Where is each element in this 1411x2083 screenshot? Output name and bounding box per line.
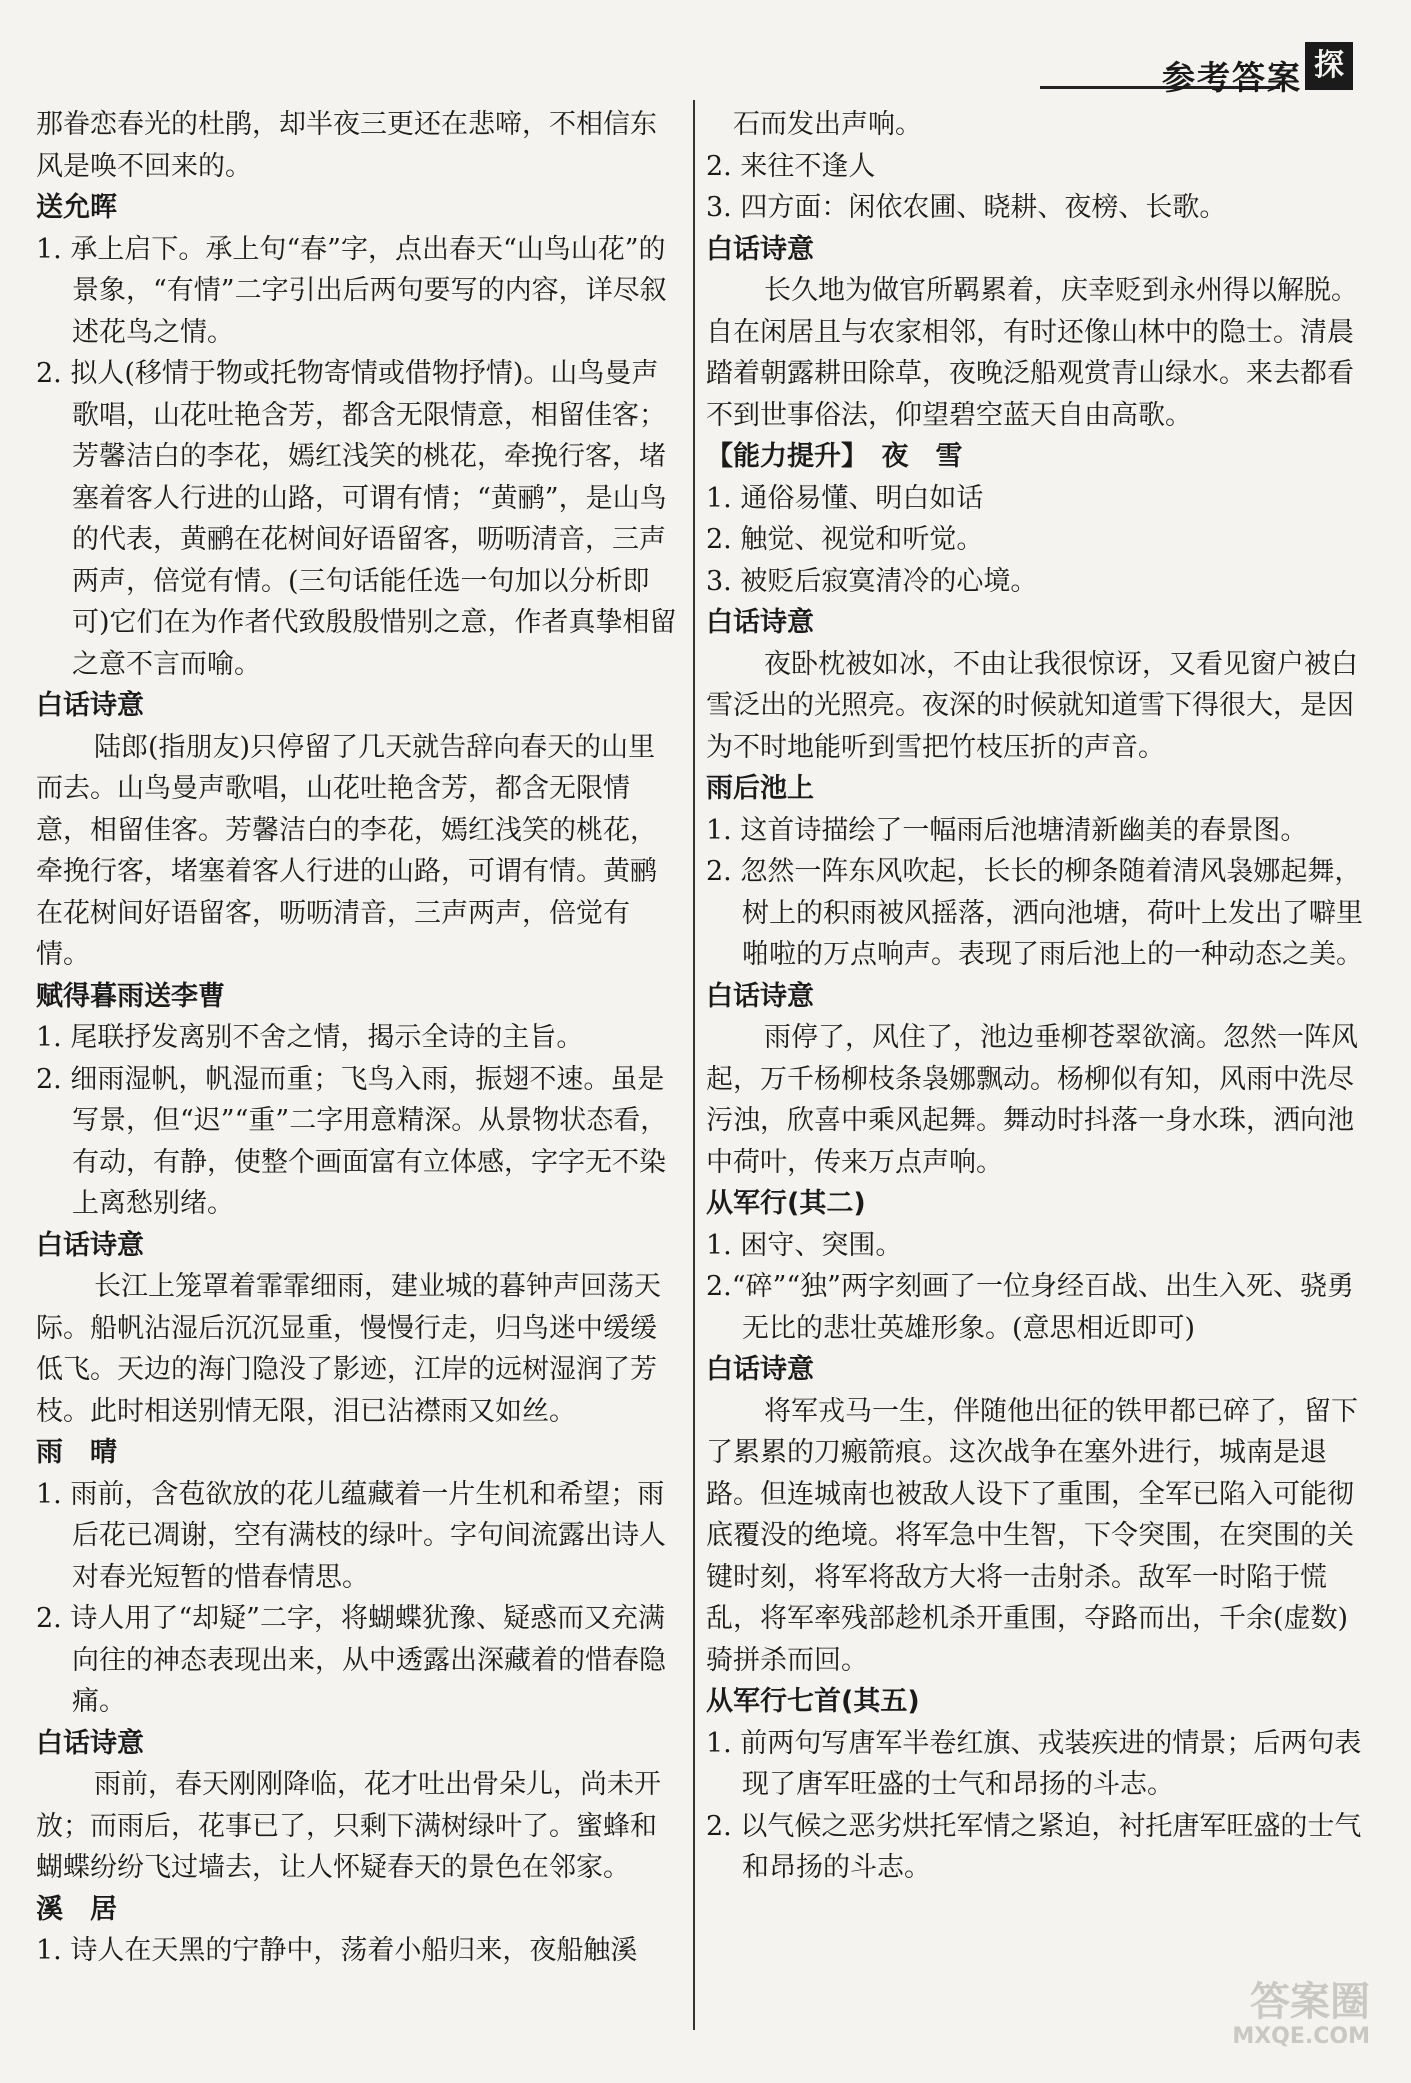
paraphrase-paragraph: 将军戎马一生，伴随他出征的铁甲都已碎了，留下了累累的刀瘢箭痕。这次战争在塞外进行，城南是退路。但连城南也被敌人设下了重围，全军已陷入可能彻底覆没的绝境。将军急中生智，下令突围，在突围的关键时刻，将军将敌方大将一击射杀。敌军一时陷于慌乱，将军率残部趁机杀开重围，夺路而出，千余(虚数)骑拼杀而回。 <box>706 1395 1358 1676</box>
section-heading: 溪 居 <box>36 1893 117 1925</box>
watermark-text: 答案圈 <box>1250 1979 1370 2025</box>
left-column <box>36 104 682 1972</box>
answer-item: 1. 尾联抒发离别不舍之情，揭示全诗的主旨。 <box>36 1022 584 1053</box>
paraphrase-paragraph: 夜卧枕被如冰，不由让我很惊讶，又看见窗户被白雪泛出的光照亮。夜深的时候就知道雪下得很大，是因为不时地能听到雪把竹枝压折的声音。 <box>706 648 1358 763</box>
section-heading: 白话诗意 <box>36 1727 144 1759</box>
answer-item: 1. 诗人在天黑的宁静中，荡着小船归来，夜船触溪 <box>36 1935 638 1966</box>
answer-item: 2.“碎”“独”两字刻画了一位身经百战、出生入死、骁勇无比的悲壮英雄形象。(意思相近即可) <box>706 1271 1354 1344</box>
answer-item: 1. 困守、突围。 <box>706 1229 903 1261</box>
section-heading: 白话诗意 <box>36 1229 144 1261</box>
section-heading: 白话诗意 <box>706 980 814 1012</box>
page-header <box>1040 38 1360 96</box>
answer-item: 1. 这首诗描绘了一幅雨后池塘清新幽美的春景图。 <box>706 814 1308 846</box>
paraphrase-paragraph: 长江上笼罩着霏霏细雨，建业城的暮钟声回荡天际。船帆沾湿后沉沉显重，慢慢行走，归鸟迷中缓缓低飞。天边的海门隐没了影迹，江岸的远树湿润了芳枝。此时相送别情无限，泪已沾襟雨又如丝。 <box>36 1271 661 1427</box>
section-heading: 送允晖 <box>36 192 117 223</box>
watermark <box>1180 1980 1370 2050</box>
continued-text: 石而发出声响。 <box>706 109 922 140</box>
continued-text: 那眷恋春光的杜鹃，却半夜三更还在悲啼，不相信东风是唤不回来的。 <box>36 109 657 182</box>
answer-item: 2. 细雨湿帆，帆湿而重；飞鸟入雨，振翅不速。虽是写景，但“迟”“重”二字用意精深。从景物状态看，有动，有静，使整个画面富有立体感，字字无不染上离愁别绪。 <box>36 1063 668 1219</box>
answer-item: 1. 承上启下。承上句“春”字，点出春天“山鸟山花”的景象，“有情”二字引出后两句要写的内容，详尽叙述花鸟之情。 <box>36 233 667 348</box>
section-heading: 白话诗意 <box>706 607 814 638</box>
section-heading: 白话诗意 <box>706 233 814 265</box>
answer-item: 2. 忽然一阵东风吹起，长长的柳条随着清风袅娜起舞，树上的积雨被风摇落，洒向池塘，荷叶上发出了噼里啪啦的万点响声。表现了雨后池上的一种动态之美。 <box>706 856 1363 970</box>
answer-item: 2. 以气候之恶劣烘托军情之紧迫，衬托唐军旺盛的士气和昂扬的斗志。 <box>706 1810 1362 1883</box>
answer-item: 1. 通俗易懂、明白如话 <box>706 482 984 514</box>
right-column <box>706 104 1370 1889</box>
paraphrase-paragraph: 长久地为做官所羁累着，庆幸贬到永州得以解脱。自在闲居且与农家相邻，有时还像山林中的隐士。清晨踏着朝露耕田除草，夜晚泛船观赏青山绿水。来去都看不到世事俗法，仰望碧空蓝天自由高歌。 <box>706 275 1358 431</box>
section-heading: 白话诗意 <box>706 1354 814 1385</box>
watermark-url: MXQE.COM <box>1232 2024 1370 2049</box>
answer-item: 2. 拟人(移情于物或托物寄情或借物抒情)。山鸟曼声歌唱，山花吐艳含芳，都含无限情意，相留佳客；芳馨洁白的李花，嫣红浅笑的桃花，牵挽行客，堵塞着客人行进的山路，可谓有情；“黄鹂”，是山鸟的代表，黄鹂在花树间好语留客，呖呖清音，三声两声，倍觉有情。(三句话能任选一句加以分析即可)它们在为作者代致殷殷惜别之意，作者真挚相留之意不言而喻。 <box>36 358 677 680</box>
section-heading: 【能力提升】 夜 雪 <box>706 441 963 472</box>
answer-item: 2. 触觉、视觉和听觉。 <box>706 524 984 555</box>
section-heading: 从军行七首(其五) <box>706 1686 920 1717</box>
header-title: 参考答案 <box>1162 58 1302 97</box>
section-heading: 雨 晴 <box>36 1437 117 1468</box>
answer-item: 3. 被贬后寂寞清冷的心境。 <box>706 565 1038 597</box>
answer-item: 2. 来往不逢人 <box>706 150 876 182</box>
section-heading: 赋得暮雨送李曹 <box>36 980 225 1012</box>
answer-item: 1. 前两句写唐军半卷红旗、戎装疾进的情景；后两句表现了唐军旺盛的士气和昂扬的斗志。 <box>706 1727 1362 1800</box>
column-divider <box>693 100 695 2030</box>
paraphrase-paragraph: 陆郎(指朋友)只停留了几天就告辞向春天的山里而去。山鸟曼声歌唱，山花吐艳含芳，都含无限情意，相留佳客。芳馨洁白的李花，嫣红浅笑的桃花，牵挽行客，堵塞着客人行进的山路，可谓有情。黄鹂在花树间好语留客，呖呖清音，三声两声，倍觉有情。 <box>36 731 657 970</box>
answer-item: 3. 四方面：闲依农圃、晓耕、夜榜、长歌。 <box>706 192 1227 223</box>
paraphrase-paragraph: 雨前，春天刚刚降临，花才吐出骨朵儿，尚未开放；而雨后，花事已了，只剩下满树绿叶了。蜜蜂和蝴蝶纷纷飞过墙去，让人怀疑春天的景色在邻家。 <box>36 1769 661 1883</box>
paraphrase-paragraph: 雨停了，风住了，池边垂柳苍翠欲滴。忽然一阵风起，万千杨柳枝条袅娜飘动。杨柳似有知，风雨中洗尽污浊，欣喜中乘风起舞。舞动时抖落一身水珠，洒向池中荷叶，传来万点声响。 <box>706 1022 1358 1178</box>
section-heading: 从军行(其二) <box>706 1188 866 1219</box>
section-heading: 白话诗意 <box>36 690 144 721</box>
brand-logo: 探 <box>1305 42 1353 90</box>
section-heading: 雨后池上 <box>706 773 814 804</box>
answer-item: 2. 诗人用了“却疑”二字，将蝴蝶犹豫、疑惑而又充满向往的神态表现出来，从中透露出深藏着的惜春隐痛。 <box>36 1603 666 1717</box>
answer-item: 1. 雨前，含苞欲放的花儿蕴藏着一片生机和希望；雨后花已凋谢，空有满枝的绿叶。字句间流露出诗人对春光短暂的惜春情思。 <box>36 1478 666 1593</box>
